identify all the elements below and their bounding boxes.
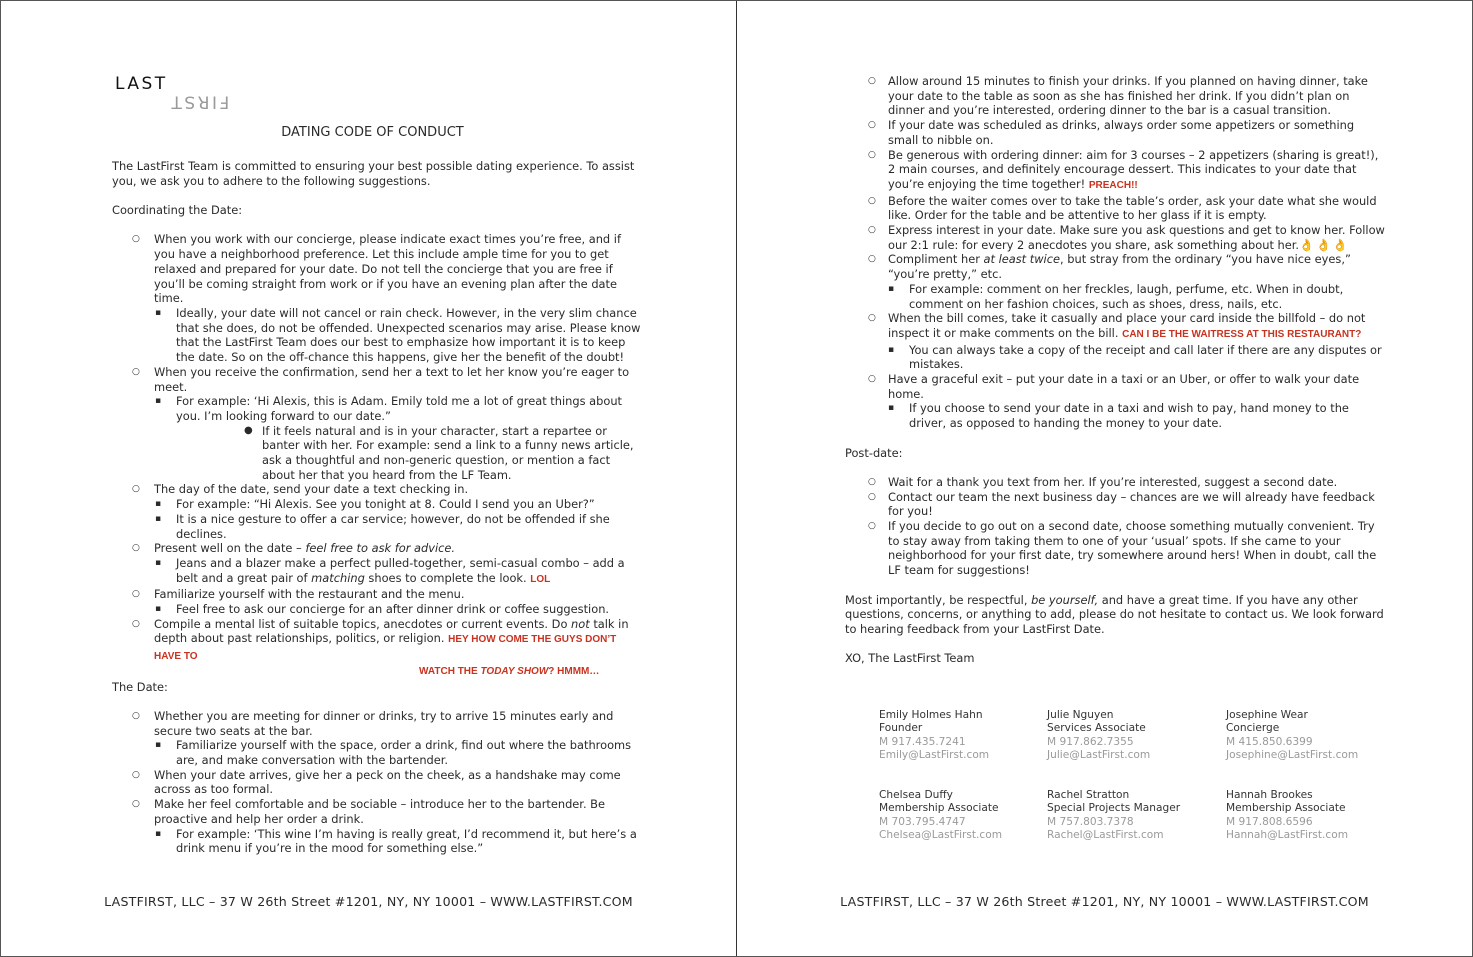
coordinating-list bbox=[112, 232, 642, 664]
member-name: Julie Nguyen bbox=[1047, 709, 1114, 721]
member-phone: M 757.803.7378 bbox=[1047, 815, 1134, 828]
member-phone: M 917.435.7241 bbox=[879, 735, 966, 748]
the-date-heading: The Date: bbox=[112, 679, 168, 694]
list-item: ○ When you work with our concierge, please indicate exact times you’re free, and if you have a neighborhood preference. Let this include ample time for you to get relaxed and prepared for your date. Do not tell the concierge that you are free if you’ll be coming straight from work or if you have an evening plan after the date time. bbox=[132, 232, 621, 306]
team-member bbox=[1047, 709, 1217, 763]
circle-bullet-icon: ○ bbox=[868, 149, 876, 160]
member-email[interactable]: Hannah@LastFirst.com bbox=[1226, 829, 1349, 842]
list-item: ○ Compliment her at least twice, but stray from the ordinary “you have nice eyes,” “you’re pretty,” etc. bbox=[868, 252, 1351, 282]
list-item: ○ Have a graceful exit – put your date in a taxi or an Uber, or offer to walk your date home. bbox=[868, 372, 1360, 401]
member-role: Services Associate bbox=[1047, 722, 1146, 735]
post-date-list bbox=[845, 475, 1385, 578]
list-item: ○ When you receive the confirmation, send her a text to let her know you’re eager to meet. bbox=[132, 364, 630, 394]
list-item: ▪ For example: ‘Hi Alexis, this is Adam. Emily told me a lot of great things about you. I’m looking forward to our date.” bbox=[155, 394, 623, 423]
square-bullet-icon: ▪ bbox=[155, 308, 162, 318]
list-item: ▪ For example: “Hi Alexis. See you tonight at 8. Could I send you an Uber?” bbox=[155, 497, 595, 512]
list-item: ● If it feels natural and is in your character, start a repartee or banter with her. For example: send a link to a funny news article, ask a thoughtful and non-generic question, or mention a fact about her that you heard from the LF Team. bbox=[244, 423, 634, 482]
list-item: ○ Familiarize yourself with the restaurant and the menu. bbox=[132, 587, 465, 602]
member-role: Special Projects Manager bbox=[1047, 802, 1181, 815]
member-email[interactable]: Emily@LastFirst.com bbox=[879, 749, 990, 762]
annotation-today-show-2: WATCH THE TODAY SHOW? HMMM… bbox=[419, 665, 600, 677]
list-item: ○ If you decide to go out on a second date, choose something mutually convenient. Try to stay away from taking them to one of your ‘usual’ spots. If she came to your neighborhood for your first date, try somewhere around hers! When in doubt, call the LF team for suggestions! bbox=[868, 519, 1377, 578]
list-item: ○ Wait for a thank you text from her. If you’re interested, suggest a second date. bbox=[868, 474, 1338, 489]
square-bullet-icon: ▪ bbox=[888, 344, 895, 355]
circle-bullet-icon: ○ bbox=[132, 589, 140, 600]
circle-bullet-icon: ○ bbox=[132, 710, 140, 721]
list-item: ▪ Feel free to ask our concierge for an after dinner drink or coffee suggestion. bbox=[155, 602, 610, 617]
circle-bullet-icon: ○ bbox=[868, 313, 876, 324]
logo-first: FIRST bbox=[169, 91, 230, 112]
list-item: ○ If your date was scheduled as drinks, always order some appetizers or something small to nibble on. bbox=[868, 118, 1355, 147]
list-item: ○ When your date arrives, give her a peck on the cheek, as a handshake may come across as too formal. bbox=[132, 767, 621, 797]
list-item: ○ The day of the date, send your date a text checking in. bbox=[132, 482, 469, 497]
document-title: DATING CODE OF CONDUCT bbox=[281, 125, 464, 140]
circle-bullet-icon: ○ bbox=[132, 234, 140, 245]
list-item: ○ Contact our team the next business day – chances are we will already have feedback for you! bbox=[868, 489, 1375, 519]
square-bullet-icon: ▪ bbox=[155, 557, 162, 568]
member-email[interactable]: Rachel@LastFirst.com bbox=[1047, 829, 1164, 842]
member-email[interactable]: Josephine@LastFirst.com bbox=[1226, 749, 1359, 762]
list-item: ○ Present well on the date – feel free to ask for advice. bbox=[132, 541, 456, 556]
circle-bullet-icon: ○ bbox=[868, 195, 876, 206]
ok-hand-icon: 👌👌👌 bbox=[1299, 237, 1350, 252]
right-page-content bbox=[845, 74, 1385, 666]
member-name: Emily Holmes Hahn bbox=[879, 709, 983, 721]
signoff: XO, The LastFirst Team bbox=[845, 651, 975, 666]
intro-paragraph: The LastFirst Team is committed to ensuring your best possible dating experience. To assist you, we ask you to adhere to the following suggestions. bbox=[112, 159, 635, 188]
square-bullet-icon: ▪ bbox=[155, 499, 162, 510]
list-item: ○ Express interest in your date. Make sure you ask questions and get to know her. Follow our 2:1 rule: for every 2 anecdotes you share, ask something about her.👌👌👌 bbox=[868, 223, 1385, 252]
list-item: ▪ Familiarize yourself with the space, order a drink, find out where the bathrooms are, and make conversation with the bartender. bbox=[155, 738, 632, 768]
list-item: ▪ Jeans and a blazer make a perfect pulled-together, semi-casual combo – add a belt and a great pair of matching shoes to complete the look. LOL bbox=[155, 555, 625, 585]
member-role: Concierge bbox=[1226, 722, 1280, 735]
member-role: Founder bbox=[879, 722, 923, 735]
circle-bullet-icon: ○ bbox=[868, 476, 876, 487]
list-item: ▪ For example: comment on her freckles, laugh, perfume, etc. When in doubt, comment on her fashion choices, such as shoes, dress, nails, etc. bbox=[888, 281, 1344, 311]
annotation-waitress: CAN I BE THE WAITRESS AT THIS RESTAURANT? bbox=[1122, 328, 1362, 340]
member-email[interactable]: Julie@LastFirst.com bbox=[1047, 749, 1151, 762]
list-item: ○ Allow around 15 minutes to finish your drinks. If you planned on having dinner, take your date to the table as soon as she has finished her drink. If you didn’t plan on dinner and you’re interested, ordering dinner to the bar is a casual transition. bbox=[868, 74, 1368, 118]
square-bullet-icon: ▪ bbox=[155, 396, 162, 407]
list-item: ○ Before the waiter comes over to take the table’s order, ask your date what she would like. Order for the table and be attentive to her glass if it is empty. bbox=[868, 193, 1377, 223]
list-item: ○ Whether you are meeting for dinner or drinks, try to arrive 15 minutes early and secure two seats at the bar. bbox=[132, 708, 614, 738]
annotation-preach: PREACH!! bbox=[1088, 179, 1138, 191]
dot-bullet-icon: ● bbox=[244, 424, 253, 436]
circle-bullet-icon: ○ bbox=[868, 491, 876, 502]
the-date-list-part1 bbox=[112, 709, 642, 856]
member-phone: M 703.795.4747 bbox=[879, 815, 966, 828]
square-bullet-icon: ▪ bbox=[155, 604, 162, 615]
member-email[interactable]: Chelsea@LastFirst.com bbox=[879, 829, 1003, 842]
circle-bullet-icon: ○ bbox=[868, 76, 876, 86]
list-item: ○ Make her feel comfortable and be sociable – introduce her to the bartender. Be proactive and help her order a drink. bbox=[132, 797, 606, 826]
circle-bullet-icon: ○ bbox=[132, 543, 140, 554]
square-bullet-icon: ▪ bbox=[155, 740, 162, 751]
footer-left: LASTFIRST, LLC – 37 W 26th Street #1201, NY, NY 10001 – WWW.LASTFIRST.COM bbox=[104, 894, 633, 909]
list-item: ▪ Ideally, your date will not cancel or rain check. However, in the very slim chance that she does, do not be offended. Unexpected scenarios may arise. Please know that the LastFirst Team does our best to emphasize how important it is to keep the date. So on the off-chance this happens, give her the benefit of the doubt! bbox=[155, 306, 641, 365]
team-member bbox=[879, 709, 1049, 763]
team-member bbox=[1226, 709, 1396, 763]
member-name: Hannah Brookes bbox=[1226, 789, 1313, 801]
member-name: Josephine Wear bbox=[1226, 709, 1308, 721]
circle-bullet-icon: ○ bbox=[132, 618, 140, 629]
list-item: ○ Compile a mental list of suitable topics, anecdotes or current events. Do not talk in depth about past relationships, politics, or religion. HEY HOW COME THE GUYS DON’T HAVE TO bbox=[132, 616, 629, 663]
list-item: ○ When the bill comes, take it casually and place your card inside the billfold – do not inspect it or make comments on the bill. CAN I BE THE WAITRESS AT THIS RESTAURANT? bbox=[868, 311, 1366, 340]
member-phone: M 917.808.6596 bbox=[1226, 815, 1313, 828]
member-name: Rachel Stratton bbox=[1047, 789, 1130, 801]
member-name: Chelsea Duffy bbox=[879, 789, 953, 801]
coordinating-heading: Coordinating the Date: bbox=[112, 203, 243, 218]
left-page-content bbox=[112, 159, 642, 856]
closing-paragraph: Most importantly, be respectful, be yourself, and have a great time. If you have any other questions, concerns, or anything to add, please do not hesitate to contact us. We look forward to hearing feedback from your LastFirst Date. bbox=[845, 592, 1384, 636]
member-phone: M 415.850.6399 bbox=[1226, 735, 1313, 748]
member-phone: M 917.862.7355 bbox=[1047, 735, 1134, 748]
team-member bbox=[1047, 789, 1217, 843]
page-left bbox=[1, 1, 736, 956]
logo-last: LAST bbox=[115, 74, 168, 94]
circle-bullet-icon: ○ bbox=[868, 521, 876, 532]
circle-bullet-icon: ○ bbox=[868, 374, 876, 385]
page-right bbox=[737, 1, 1472, 956]
team-member bbox=[879, 789, 1049, 843]
list-item: ▪ If you choose to send your date in a taxi and wish to pay, hand money to the driver, as opposed to handing the money to your date. bbox=[888, 401, 1349, 431]
list-item: ▪ You can always take a copy of the receipt and call later if there are any disputes or mistakes. bbox=[888, 342, 1382, 372]
circle-bullet-icon: ○ bbox=[132, 799, 140, 810]
annotation-lol: LOL bbox=[530, 573, 551, 585]
post-date-heading: Post-date: bbox=[845, 445, 903, 460]
list-item: ○ Be generous with ordering dinner: aim for 3 courses – 2 appetizers (sharing is great!), 2 main courses, and definitely encourage dessert. This indicates to your date that you’re enjoying the time together! PREACH!! bbox=[868, 147, 1379, 191]
the-date-list-part2 bbox=[845, 74, 1385, 431]
annotation-today-show-1: HEY HOW COME THE GUYS DON’T HAVE TO bbox=[154, 634, 617, 663]
list-item: ▪ It is a nice gesture to offer a car service; however, do not be offended if she declines. bbox=[155, 511, 610, 541]
circle-bullet-icon: ○ bbox=[868, 120, 876, 131]
square-bullet-icon: ▪ bbox=[155, 828, 162, 839]
member-role: Membership Associate bbox=[1226, 802, 1346, 815]
team-member bbox=[1226, 789, 1396, 843]
lastfirst-logo bbox=[115, 74, 255, 117]
circle-bullet-icon: ○ bbox=[132, 769, 140, 780]
square-bullet-icon: ▪ bbox=[155, 513, 162, 524]
list-item: ▪ For example: ‘This wine I’m having is really great, I’d recommend it, but here’s a drink menu if you’re in the mood for something else.” bbox=[155, 826, 637, 856]
circle-bullet-icon: ○ bbox=[132, 484, 140, 495]
member-role: Membership Associate bbox=[879, 802, 999, 815]
circle-bullet-icon: ○ bbox=[132, 366, 140, 377]
circle-bullet-icon: ○ bbox=[868, 225, 876, 236]
circle-bullet-icon: ○ bbox=[868, 254, 876, 265]
footer-right: LASTFIRST, LLC – 37 W 26th Street #1201, NY, NY 10001 – WWW.LASTFIRST.COM bbox=[840, 894, 1369, 909]
square-bullet-icon: ▪ bbox=[888, 283, 895, 294]
square-bullet-icon: ▪ bbox=[888, 403, 895, 414]
